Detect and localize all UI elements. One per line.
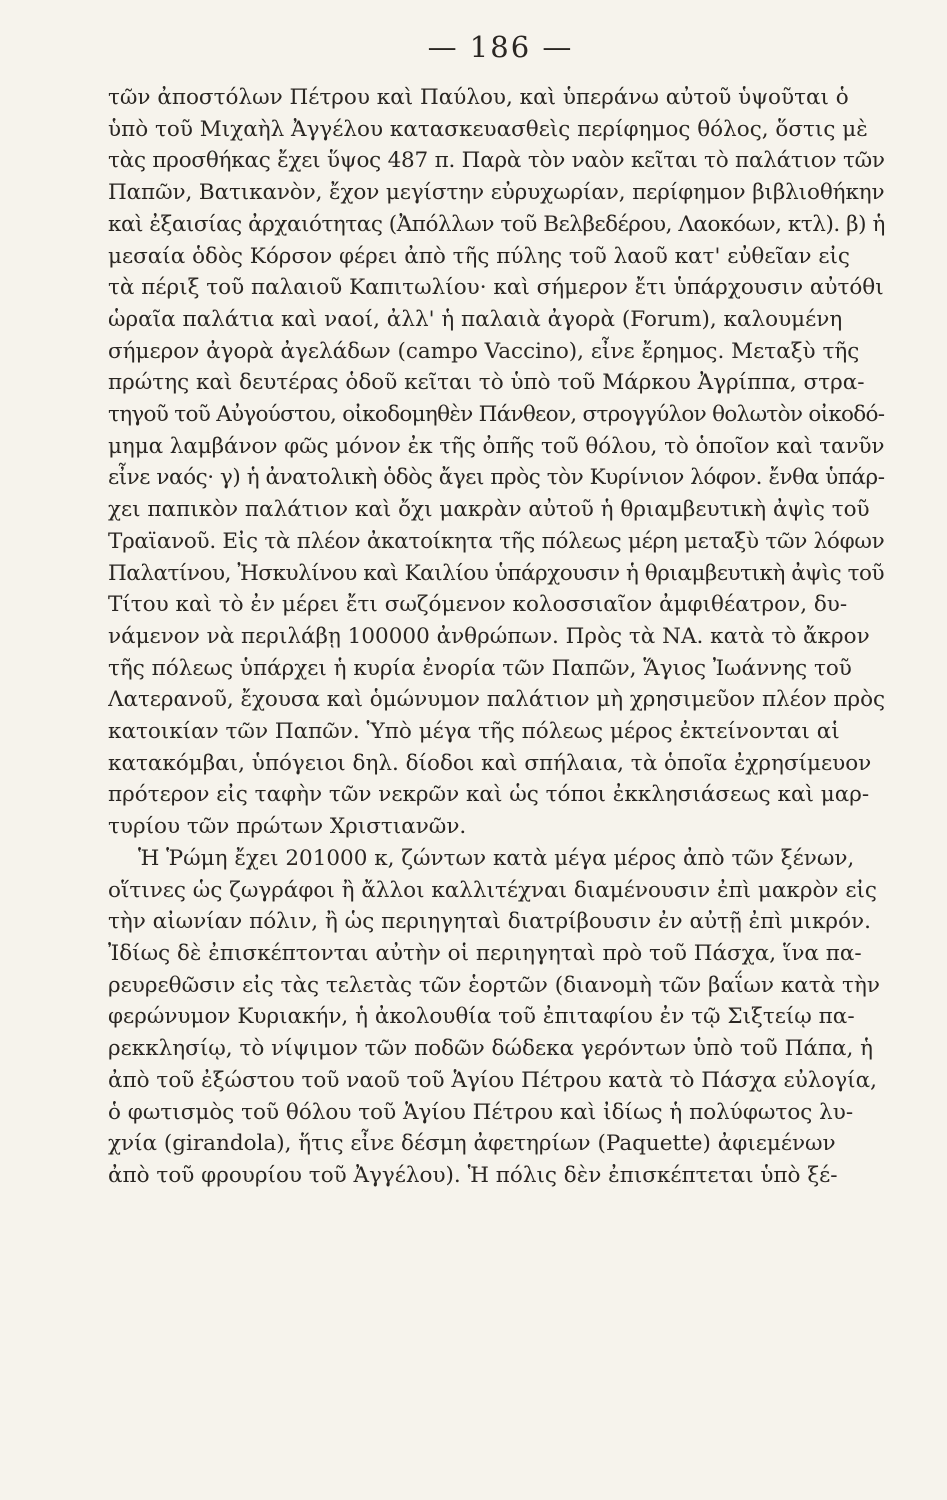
paragraph-first-line: Ἡ Ῥώμη ἔχει 201000 κ, ζώντων κατὰ μέγα μέρος ἀπὸ τῶν ξένων, bbox=[138, 845, 855, 871]
text-line: τηγοῦ τοῦ Αὐγούστου, οἰκοδομηθὲν Πάνθεον, στρογγύλον θολωτὸν οἰκοδό- bbox=[108, 402, 885, 428]
text-line: τῶν ἀποστόλων Πέτρου καὶ Παύλου, καὶ ὑπεράνω αὐτοῦ ὑψοῦται ὁ bbox=[108, 85, 849, 110]
text-line: καὶ ἐξαισίας ἀρχαιότητας (Ἀπόλλων τοῦ Βελβεδέρου, Λαοκόων, κτλ). β) ἡ bbox=[108, 211, 885, 237]
text-line: ἀπὸ τοῦ ἐξώστου τοῦ ναοῦ τοῦ Ἁγίου Πέτρου κατὰ τὸ Πάσχα εὐλογία, bbox=[108, 1067, 877, 1093]
text-line: ὡραῖα παλάτια καὶ ναοί, ἀλλ' ἡ παλαιὰ ἀγορὰ (Forum), καλουμένη bbox=[108, 306, 843, 332]
text-line: τὴν αἰωνίαν πόλιν, ἢ ὡς περιηγηταὶ διατρίβουσιν ἐν αὐτῇ ἐπὶ μικρόν. bbox=[108, 909, 871, 935]
text-line: ρεκκλησίῳ, τὸ νίψιμον τῶν ποδῶν δώδεκα γερόντων ὑπὸ τοῦ Πάπα, ἡ bbox=[108, 1036, 874, 1062]
text-line: χει παπικὸν παλάτιον καὶ ὄχι μακρὰν αὐτοῦ ἡ θριαμβευτικὴ ἀψὶς τοῦ bbox=[108, 497, 870, 523]
text-line: κατοικίαν τῶν Παπῶν. Ὑπὸ μέγα τῆς πόλεως μέρος ἐκτείνονται αἱ bbox=[108, 719, 840, 745]
text-line: τῆς πόλεως ὑπάρχει ἡ κυρία ἐνορία τῶν Παπῶν, Ἅγιος Ἰωάννης τοῦ bbox=[108, 655, 852, 681]
text-line: εἶνε ναός· γ) ἡ ἀνατολικὴ ὁδὸς ἄγει πρὸς τὸν Κυρίνιον λόφον. ἔνθα ὑπάρ- bbox=[108, 465, 885, 491]
text-line: τυρίου τῶν πρώτων Χριστιανῶν. bbox=[108, 814, 467, 840]
text-line: χνία (girandola), ἥτις εἶνε δέσμη ἀφετηρίων (Paquette) ἀφιεμένων bbox=[108, 1131, 836, 1157]
text-line: φερώνυμον Κυριακήν, ἡ ἀκολουθία τοῦ ἐπιταφίου ἐν τῷ Σιξτείῳ πα- bbox=[108, 1004, 855, 1030]
text-line: μημα λαμβάνον φῶς μόνον ἐκ τῆς ὀπῆς τοῦ θόλου, τὸ ὁποῖον καὶ τανῦν bbox=[108, 433, 885, 459]
text-line: ὁ φωτισμὸς τοῦ θόλου τοῦ Ἁγίου Πέτρου καὶ ἰδίως ἡ πολύφωτος λυ- bbox=[108, 1099, 854, 1125]
text-line: οἵτινες ὡς ζωγράφοι ἢ ἄλλοι καλλιτέχναι διαμένουσιν ἐπὶ μακρὸν εἰς bbox=[108, 877, 877, 903]
text-line: μεσαία ὁδὸς Κόρσον φέρει ἀπὸ τῆς πύλης τοῦ λαοῦ κατ' εὐθεῖαν εἰς bbox=[108, 243, 850, 269]
text-line: Λατερανοῦ, ἔχουσα καὶ ὁμώνυμον παλάτιον μὴ χρησιμεῦον πλέον πρὸς bbox=[108, 687, 885, 713]
text-line: Ἰδίως δὲ ἐπισκέπτονται αὐτὴν οἱ περιηγηταὶ πρὸ τοῦ Πάσχα, ἵνα πα- bbox=[108, 940, 862, 966]
page-number: — 186 — bbox=[427, 30, 574, 64]
text-line: σήμερον ἀγορὰ ἀγελάδων (campo Vaccino), εἶνε ἔρημος. Μεταξὺ τῆς bbox=[108, 338, 860, 364]
body-text bbox=[108, 82, 885, 1192]
text-line: νάμενον νὰ περιλάβῃ 100000 ἀνθρώπων. Πρὸς τὰ ΝΑ. κατὰ τὸ ἄκρον bbox=[108, 623, 870, 649]
text-line: ρευρεθῶσιν εἰς τὰς τελετὰς τῶν ἑορτῶν (διανομὴ τῶν βαΐων κατὰ τὴν bbox=[108, 972, 880, 998]
text-line: κατακόμβαι, ὑπόγειοι δηλ. δίοδοι καὶ σπήλαια, τὰ ὁποῖα ἐχρησίμευον bbox=[108, 750, 872, 776]
text-line: ὑπὸ τοῦ Μιχαὴλ Ἀγγέλου κατασκευασθεὶς περίφημος θόλος, ὅστις μὲ bbox=[108, 116, 868, 142]
text-line: Παλατίνου, Ἠσκυλίνου καὶ Καιλίου ὑπάρχουσιν ἡ θριαμβευτικὴ ἀψὶς τοῦ bbox=[108, 560, 885, 586]
text-line: τὰς προσθήκας ἔχει ὕψος 487 π. Παρὰ τὸν ναὸν κεῖται τὸ παλάτιον τῶν bbox=[108, 148, 885, 174]
text-line: τὰ πέριξ τοῦ παλαιοῦ Καπιτωλίου· καὶ σήμερον ἔτι ὑπάρχουσιν αὐτόθι bbox=[108, 275, 884, 301]
text-line: πρώτης καὶ δευτέρας ὁδοῦ κεῖται τὸ ὑπὸ τοῦ Μάρκου Ἀγρίππα, στρα- bbox=[108, 370, 865, 396]
text-line: ἀπὸ τοῦ φρουρίου τοῦ Ἀγγέλου). Ἡ πόλις δὲν ἐπισκέπτεται ὑπὸ ξέ- bbox=[108, 1162, 838, 1188]
text-line: Παπῶν, Βατικανὸν, ἔχον μεγίστην εὐρυχωρίαν, περίφημον βιβλιοθήκην bbox=[108, 180, 885, 206]
text-line: Τίτου καὶ τὸ ἐν μέρει ἔτι σωζόμενον κολοσσιαῖον ἀμφιθέατρον, δυ- bbox=[108, 592, 848, 618]
text-line: πρότερον εἰς ταφὴν τῶν νεκρῶν καὶ ὡς τόποι ἐκκλησιάσεως καὶ μαρ- bbox=[108, 782, 870, 808]
text-line: Τραϊανοῦ. Εἰς τὰ πλέον ἀκατοίκητα τῆς πόλεως μέρη μεταξὺ τῶν λόφων bbox=[108, 528, 885, 554]
